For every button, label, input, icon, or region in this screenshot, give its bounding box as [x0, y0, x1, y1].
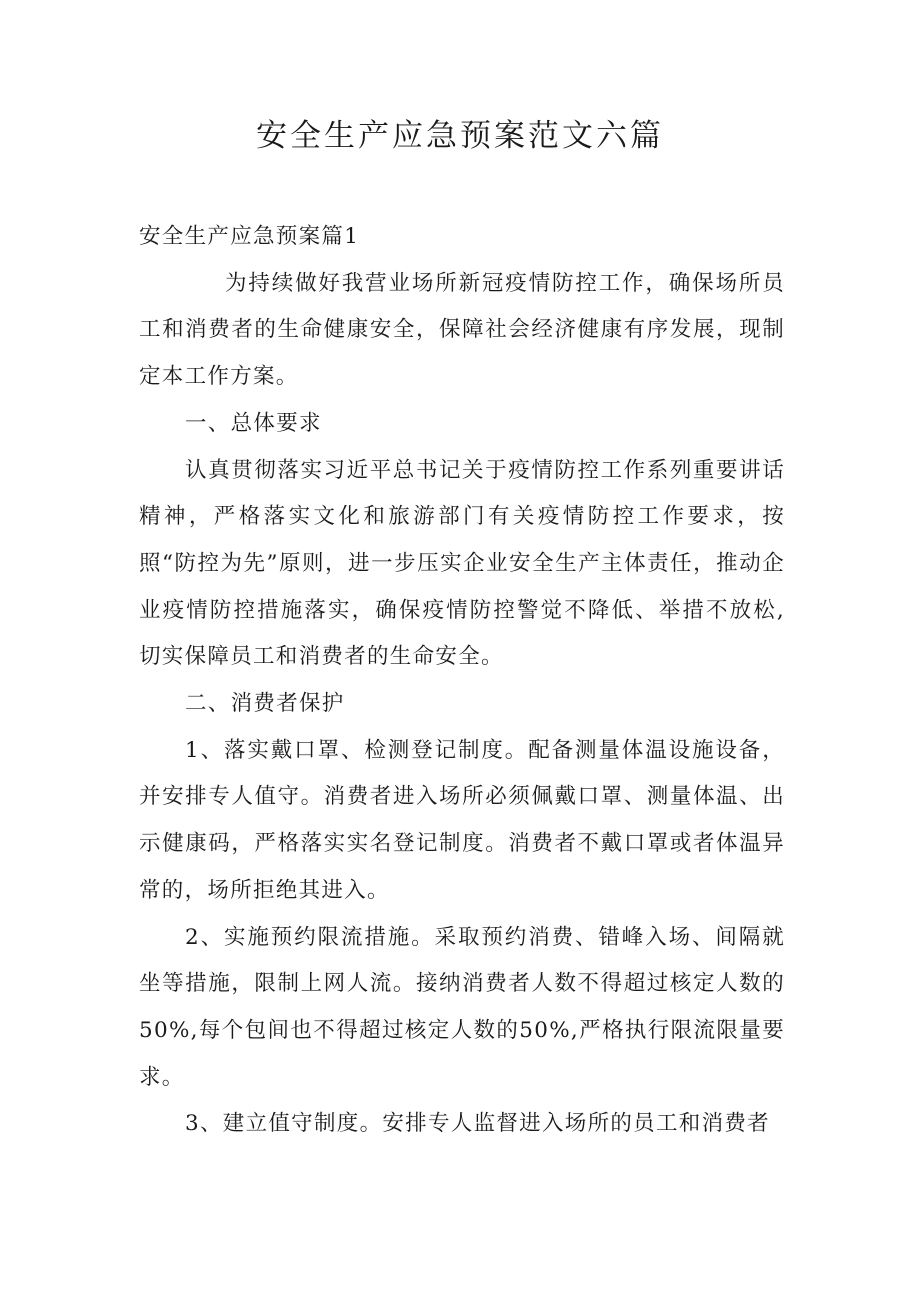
paragraph-general-requirements: 认真贯彻落实习近平总书记关于疫情防控工作系列重要讲话精神，严格落实文化和旅游部门有关疫情防控工作要求，按照“防控为先”原则，进一步压实企业安全生产主体责任，推动企业疫情防控措施落实，确保疫情防控警觉不降低、举措不放松,切实保障员工和消费者的生命安全。 — [139, 457, 785, 670]
paragraph-item-2: 2、实施预约限流措施。采取预约消费、错峰入场、间隔就坐等措施，限制上网人流。接纳消费者人数不得超过核定人数的50%,每个包间也不得超过核定人数的50%,严格执行限流限量要求。 — [139, 924, 785, 1090]
heading-general-requirements: 一、总体要求 — [185, 410, 322, 436]
document-title: 安全生产应急预案范文六篇 — [256, 118, 664, 154]
paragraph-intro: 为持续做好我营业场所新冠疫情防控工作，确保场所员工和消费者的生命健康安全，保障社会经济健康有序发展，现制定本工作方案。 — [139, 270, 785, 390]
document-body — [139, 214, 785, 1148]
paragraph-item-1: 1、落实戴口罩、检测登记制度。配备测量体温设施设备，并安排专人值守。消费者进入场所必须佩戴口罩、测量体温、出示健康码，严格落实实名登记制度。消费者不戴口罩或者体温异常的，场所拒绝其进入。 — [139, 737, 785, 903]
heading-consumer-protection: 二、消费者保护 — [185, 691, 345, 717]
paragraph-item-3: 3、建立值守制度。安排专人监督进入场所的员工和消费者 — [185, 1111, 770, 1137]
section-heading: 安全生产应急预案篇1 — [139, 224, 360, 249]
